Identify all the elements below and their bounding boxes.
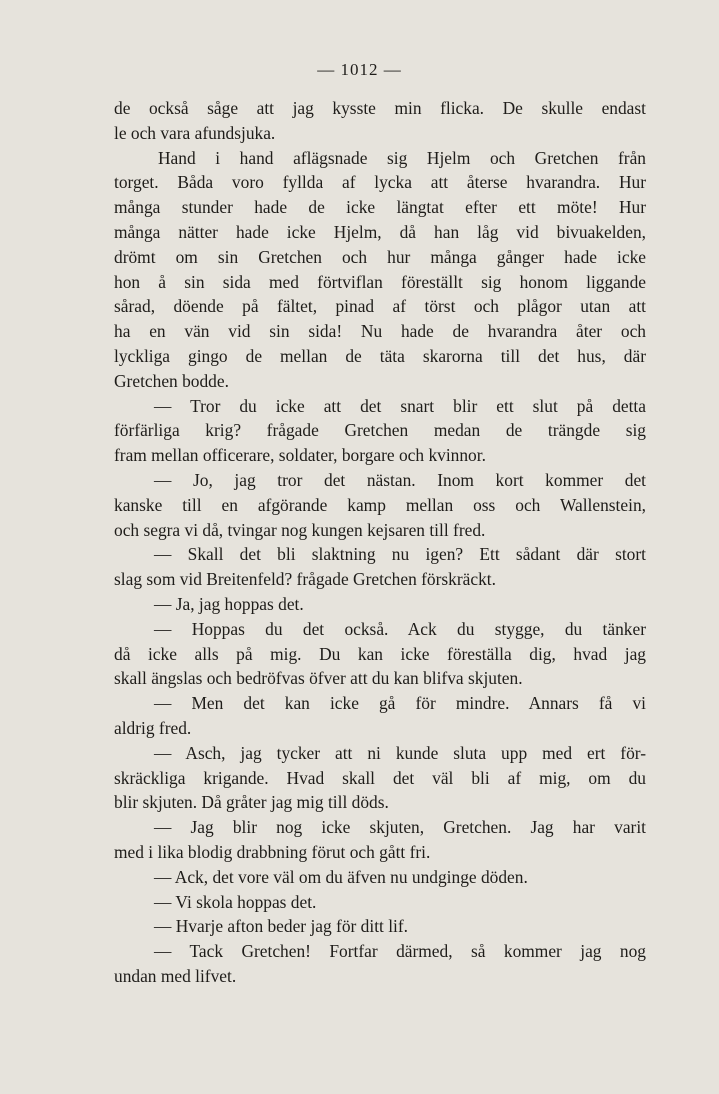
text-line: fram mellan officerare, soldater, borgare och kvinnor. <box>114 445 486 466</box>
text-line: med i lika blodig drabbning förut och gått fri. <box>114 841 431 862</box>
text-line: Gretchen bodde. <box>114 370 229 391</box>
text-line: och segra vi då, tvingar nog kungen kejsaren till fred. <box>114 519 486 540</box>
text-line: sårad, döende på fältet, pinad af törst och plågor utan att <box>114 296 646 317</box>
text-line: skall ängslas och bedröfvas öfver att du kan blifva skjuten. <box>114 668 523 689</box>
text-line: aldrig fred. <box>114 717 192 738</box>
text-line: — Hvarje afton beder jag för ditt lif. <box>154 916 409 937</box>
text-line: — Hoppas du det också. Ack du stygge, du tänker <box>154 618 646 639</box>
text-line: många stunder hade de icke längtat efter ett möte! Hur <box>114 197 646 218</box>
text-line: — Jo, jag tror det nästan. Inom kort kommer det <box>154 469 646 490</box>
text-line: ha en vän vid sin sida! Nu hade de hvarandra åter och <box>114 321 646 342</box>
text-line: — Jag blir nog icke skjuten, Gretchen. Jag har varit <box>154 817 646 838</box>
text-line: lyckliga gingo de mellan de täta skarorna till det hus, där <box>114 345 646 366</box>
text-line: kanske till en afgörande kamp mellan oss och Wallenstein, <box>114 494 646 515</box>
text-line: — Ja, jag hoppas det. <box>154 593 304 614</box>
text-line: skräckliga krigande. Hvad skall det väl bli af mig, om du <box>114 767 646 788</box>
text-line: de också såge att jag kysste min flicka. De skulle endast <box>114 98 646 118</box>
text-line: — Skall det bli slaktning nu igen? Ett sådant där stort <box>154 544 646 565</box>
text-line: förfärliga krig? frågade Gretchen medan de trängde sig <box>114 420 646 441</box>
text-line: — Ack, det vore väl om du äfven nu undginge döden. <box>154 866 528 887</box>
text-line: torget. Båda voro fyllda af lycka att återse hvarandra. Hur <box>114 172 646 193</box>
text-line: — Tack Gretchen! Fortfar därmed, så kommer jag nog <box>154 941 646 962</box>
text-line: — Men det kan icke gå för mindre. Annars få vi <box>154 693 646 714</box>
text-line: blir skjuten. Då gråter jag mig till döds. <box>114 792 389 813</box>
text-line: le och vara afundsjuka. <box>114 122 276 143</box>
text-line: — Vi skola hoppas det. <box>154 891 317 912</box>
text-line: Hand i hand aflägsnade sig Hjelm och Gretchen från <box>158 147 646 168</box>
text-line: undan med lifvet. <box>114 965 237 986</box>
page-number: — 1012 — <box>317 60 402 79</box>
body-text <box>114 96 646 989</box>
text-line: — Asch, jag tycker att ni kunde sluta upp med ert för- <box>154 742 646 763</box>
text-line: — Tror du icke att det snart blir ett slut på detta <box>154 395 646 416</box>
text-line: slag som vid Breitenfeld? frågade Gretchen förskräckt. <box>114 569 496 590</box>
text-line: drömt om sin Gretchen och hur många gånger hade icke <box>114 246 646 267</box>
text-line: då icke alls på mig. Du kan icke föreställa dig, hvad jag <box>114 643 646 664</box>
text-line: många nätter hade icke Hjelm, då han låg vid bivuakelden, <box>114 221 646 242</box>
text-line: hon å sin sida med förtviflan föreställt sig honom liggande <box>114 271 646 292</box>
